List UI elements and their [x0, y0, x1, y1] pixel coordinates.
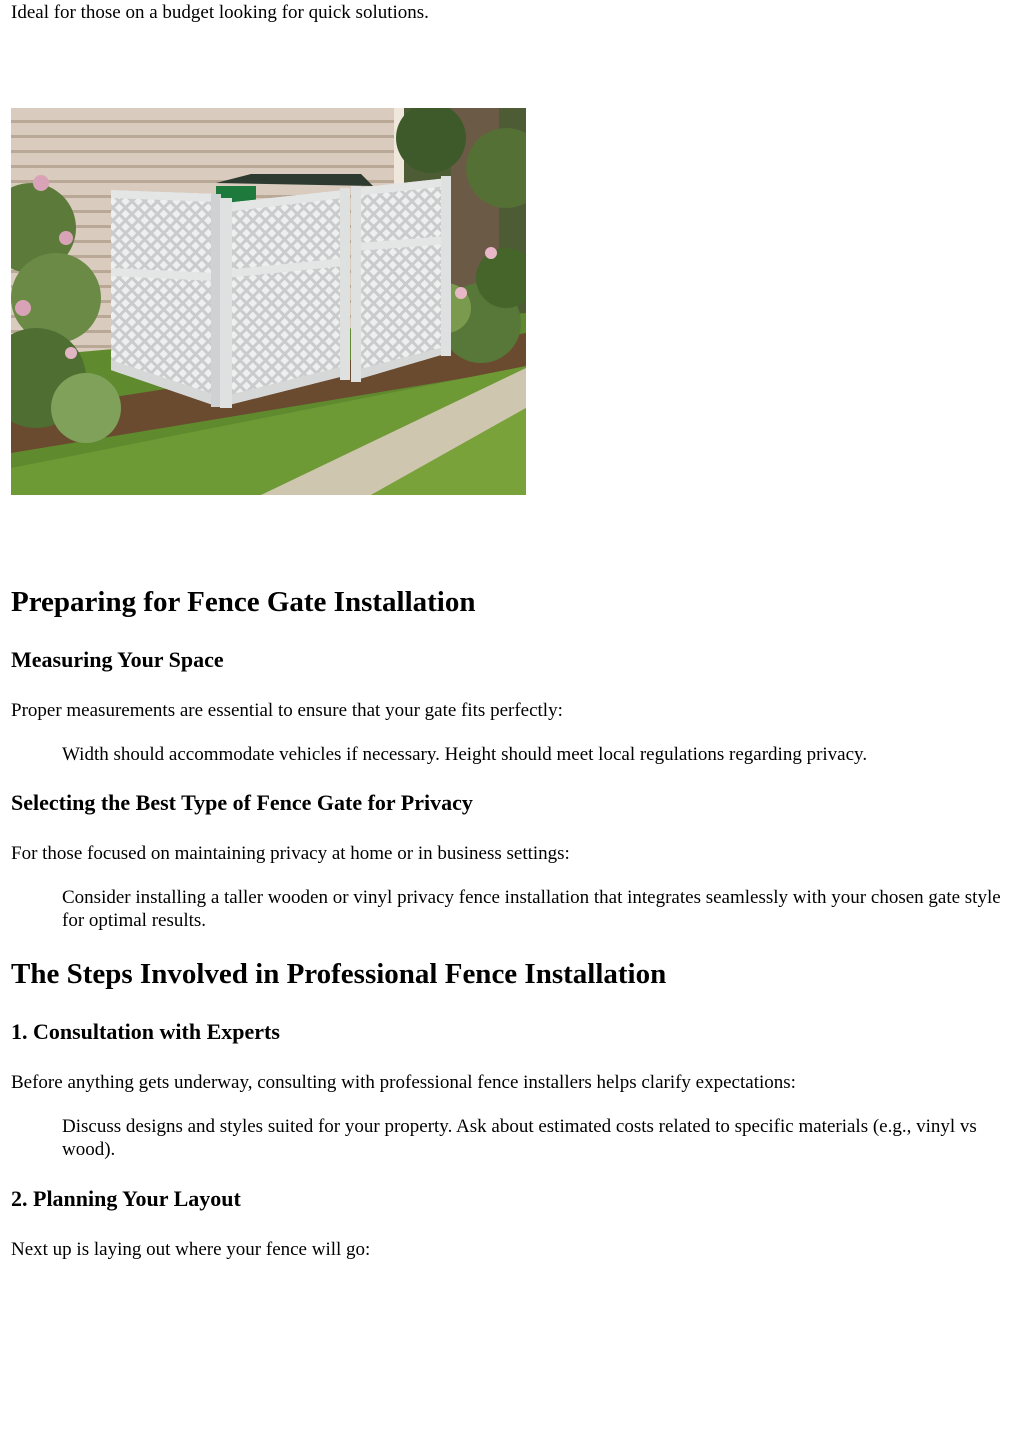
selecting-text: For those focused on maintaining privacy at home or in business settings:	[11, 843, 570, 864]
measuring-item: Width should accommodate vehicles if necessary. Height should meet local regulations regarding privacy.	[62, 744, 868, 765]
heading-planning: 2. Planning Your Layout	[11, 1186, 241, 1211]
intro-text: Ideal for those on a budget looking for quick solutions.	[11, 2, 429, 23]
consultation-text: Before anything gets underway, consulting with professional fence installers helps clarify expectations:	[11, 1072, 796, 1093]
heading-consultation: 1. Consultation with Experts	[11, 1019, 280, 1044]
selecting-item: Consider installing a taller wooden or vinyl privacy fence installation that integrates seamlessly with your chosen gate style for optimal results.	[62, 887, 1001, 931]
heading-preparing: Preparing for Fence Gate Installation	[11, 586, 476, 618]
consultation-item: Discuss designs and styles suited for your property. Ask about estimated costs related to specific materials (e.g., vinyl vs wood).	[62, 1116, 977, 1160]
measuring-text: Proper measurements are essential to ensure that your gate fits perfectly:	[11, 700, 563, 721]
heading-measuring: Measuring Your Space	[11, 647, 224, 672]
planning-text: Next up is laying out where your fence will go:	[11, 1239, 371, 1260]
heading-selecting: Selecting the Best Type of Fence Gate for Privacy	[11, 790, 473, 815]
heading-steps: The Steps Involved in Professional Fence Installation	[11, 958, 667, 990]
vinyl-lattice-fence-enclosure-image	[11, 108, 526, 495]
